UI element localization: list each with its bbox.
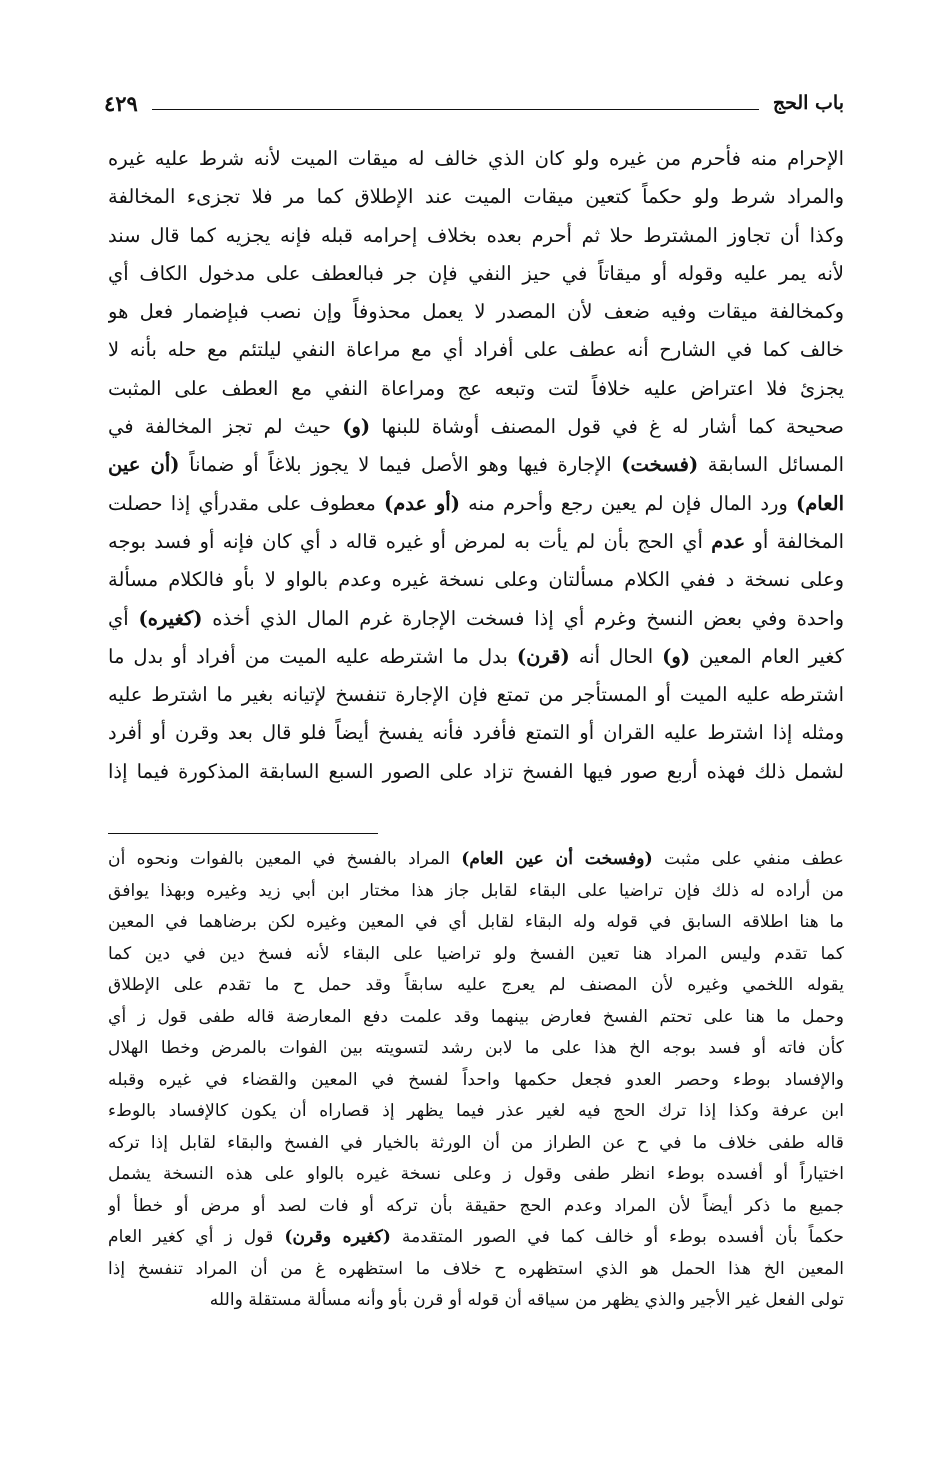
- text-run: قاله طفى خلاف ما في ح عن الطراز من أن الورثة بالخيار في الفسخ والبقاء لقابل إذا تركه: [108, 1132, 844, 1153]
- main-text: [108, 140, 844, 791]
- text-run: لأنه يمر عليه وقوله أو ميقاتاً في حيز النفي فإن جر فبالعطف على مدخول الكاف أي: [108, 261, 844, 285]
- text-line: [108, 255, 844, 293]
- text-run: ومثله إذا اشترط عليه القران أو التمتع فأفرد فأنه يفسخ أيضاً فلو قال بعد وقرن أو أفرد: [108, 721, 844, 745]
- text-line: [108, 485, 844, 523]
- footnote-line: [108, 1191, 844, 1223]
- text-run: ما هنا اطلاقه السابق في قوله وله البقاء لقابل أي في المعين وغيره لكن برضاهما في المعين: [108, 912, 844, 932]
- footnote-text: [108, 844, 844, 1317]
- text-run: (قرن): [516, 644, 570, 668]
- text-run: معطوف على مقدرأي إذا حصلت: [108, 491, 384, 515]
- text-run: والمراد شرط ولو حكماً كتعين ميقات الميت عند الإطلاق كما مر فلا تجزىء المخالفة: [108, 185, 844, 209]
- text-run: حكماً بأن أفسده بوطء أو خالف كما في الصور المتقدمة: [390, 1227, 844, 1247]
- text-line: [108, 561, 844, 599]
- text-line: [108, 714, 844, 752]
- text-run: العام): [796, 491, 844, 515]
- text-run: وكمخالفة ميقات وفيه ضعف لأن المصدر لا يعمل محذوفاً وإن نصب فبإضمار فعل هو: [108, 300, 844, 324]
- text-run: قول ز أي كغير العام: [108, 1227, 285, 1247]
- text-run: خالف كما في الشارح أنه عطف على أفراد أي مع مراعاة النفي ليلتئم مع حله بأنه لا: [108, 338, 844, 362]
- text-run: من أراده له ذلك فإن تراضيا على البقاء لقابل جاز هذا مختار ابن أبي زيد وغيره وبهذا يوافق: [108, 880, 844, 901]
- text-run: بدل ما اشترطه عليه الميت من أفراد أو بدل ما: [108, 644, 517, 668]
- footnote-line: [108, 1285, 844, 1317]
- footnote-line: [108, 1128, 844, 1160]
- text-run: حيث لم تجز المخالفة في: [108, 415, 343, 439]
- text-run: الإحرام منه فأحرم من غيره ولو كان الذي خالف له ميقات الميت لأنه شرط عليه غيره: [108, 147, 844, 170]
- footnote-line: [108, 939, 844, 971]
- header-rule: [152, 109, 759, 110]
- text-run: وعلى نسخة د ففي الكلام مسألتان وعلى نسخة غيره وعدم بالواو لا بأو فالكلام مسألة: [108, 568, 844, 592]
- text-run: الإجارة فيها وهو الأصل فيما لا يجوز بلاغاً أو ضماناً: [179, 453, 622, 477]
- text-line: [108, 140, 844, 178]
- text-run: أي: [108, 606, 139, 630]
- footnote-line: [108, 1096, 844, 1128]
- text-run: واحدة وفي بعض النسخ وغرم أي إذا فسخت الإجارة غرم المال الذي أخذه: [202, 606, 844, 630]
- footnote-line: [108, 1065, 844, 1097]
- text-line: [108, 331, 844, 369]
- text-run: أي الحج بأن لم يأت به لمرض أو غيره قاله د أي كان فإنه أو فسد بوجه: [108, 529, 712, 553]
- text-run: والإفساد بوطء وحصر العدو فجعل حكمها واحداً لفسخ في المعين والقضاء في غيره وقبله: [108, 1069, 844, 1090]
- text-run: كأن فاته أو فسد بوجه الخ هذا على ما لابن رشد لتسويته بين الفوات بالمرض وخطا الهلال: [108, 1038, 844, 1058]
- text-line: [108, 446, 844, 484]
- text-run: المراد بالفسخ في المعين بالفوات ونحوه أن: [108, 849, 462, 869]
- text-line: [108, 217, 844, 255]
- text-run: اختياراً أو أفسده بوطء انظر طفى وقول ز وعلى نسخة غيره بالواو على هذه النسخة يشمل: [108, 1164, 844, 1184]
- footnote-line: [108, 907, 844, 939]
- footnote-line: [108, 1222, 844, 1254]
- text-run: (و): [342, 415, 371, 439]
- text-run: جميع ما ذكر أيضاً لأن المراد وعدم الحج حقيقة بأن تركه أو فات لصد أو مرض أو خطأ أو: [108, 1195, 844, 1216]
- footnote-line: [108, 970, 844, 1002]
- text-line: [108, 293, 844, 331]
- footnote-line: [108, 1033, 844, 1065]
- text-line: [108, 676, 844, 714]
- text-run: تولى الفعل غير الأجير والذي يظهر من سياقه أن قوله أو قرن بأو وأنه مسألة مستقلة والله: [209, 1290, 844, 1310]
- footnote-line: [108, 1254, 844, 1286]
- text-run: ابن عرفة وكذا إذا ترك الحج فيه لغير عذر فيما يظهر إذ قصاراه أن يكون كالإفساد بالوطء: [108, 1101, 844, 1121]
- text-run: صحيحة كما أشار له غ في قول المصنف أوشاة للبنها: [370, 415, 844, 439]
- text-run: المخالفة أو: [745, 529, 844, 553]
- text-run: كما تقدم وليس المراد هنا تعين الفسخ ولو تراضيا على البقاء لأنه فسخ دين في دين كما: [108, 943, 844, 964]
- text-run: المعين الخ هذا الحمل هو الذي استظهره ح خلاف ما استظهره غ من أن المراد تنفسخ إذا: [108, 1258, 844, 1279]
- text-run: الحال أنه: [569, 644, 663, 668]
- text-line: [108, 178, 844, 216]
- text-line: [108, 523, 844, 561]
- text-run: (أو عدم): [383, 491, 460, 515]
- text-run: (و): [662, 644, 691, 668]
- text-run: يجزئ فلا اعتراض عليه خلافاً لتت وتبعه عج ومراعاة النفي مع العطف على المثبت: [108, 376, 844, 400]
- text-run: ورد المال فإن لم يعين رجع وأحرم منه: [459, 491, 796, 515]
- text-run: المسائل السابقة: [698, 453, 844, 477]
- text-run: عطف منفي على مثبت: [652, 849, 844, 869]
- text-run: كغير العام المعين: [690, 644, 844, 668]
- text-run: لشمل ذلك فهذه أربع صور فيها الفسخ تزاد على الصور السبع السابقة المذكورة فيما إذا: [108, 759, 844, 783]
- text-line: [108, 408, 844, 446]
- text-line: [108, 753, 844, 791]
- footnote-line: [108, 844, 844, 876]
- footnote-line: [108, 876, 844, 908]
- text-run: (فسخت): [621, 453, 699, 477]
- footnote-line: [108, 1159, 844, 1191]
- text-line: [108, 600, 844, 638]
- text-run: (وفسخت أن عين العام): [461, 849, 653, 869]
- text-run: (كغيره): [138, 606, 203, 630]
- footnote-separator: [108, 833, 378, 834]
- text-run: اشترطه عليه الميت أو المستأجر من تمتع فإن الإجارة تنفسخ لإتيانه بغير ما اشترط عليه: [108, 683, 844, 707]
- page-number: ٤٢٩: [104, 90, 138, 116]
- text-run: (كغيره وقرن): [284, 1227, 391, 1247]
- text-run: (أن عين: [108, 453, 180, 477]
- text-run: وحمل ما هنا على تحتم الفسخ فعارض بينهما وقد علمت دفع المعارضة قاله طفى قول ز أي: [108, 1006, 844, 1027]
- text-run: عدم: [711, 529, 746, 553]
- page-header: [104, 86, 844, 120]
- text-run: وكذا أن تجاوز المشترط حلا ثم أحرم بعده بخلاف إحرامه قبله فإنه يجزيه كما قال سند: [108, 223, 844, 247]
- chapter-title: باب الحج: [772, 92, 844, 114]
- text-run: يقوله اللخمي وغيره لأن المصنف لم يعرج عليه سابقاً وقد حمل ح ما تقدم على الإطلاق: [108, 975, 844, 995]
- text-line: [108, 638, 844, 676]
- text-line: [108, 370, 844, 408]
- footnote-line: [108, 1002, 844, 1034]
